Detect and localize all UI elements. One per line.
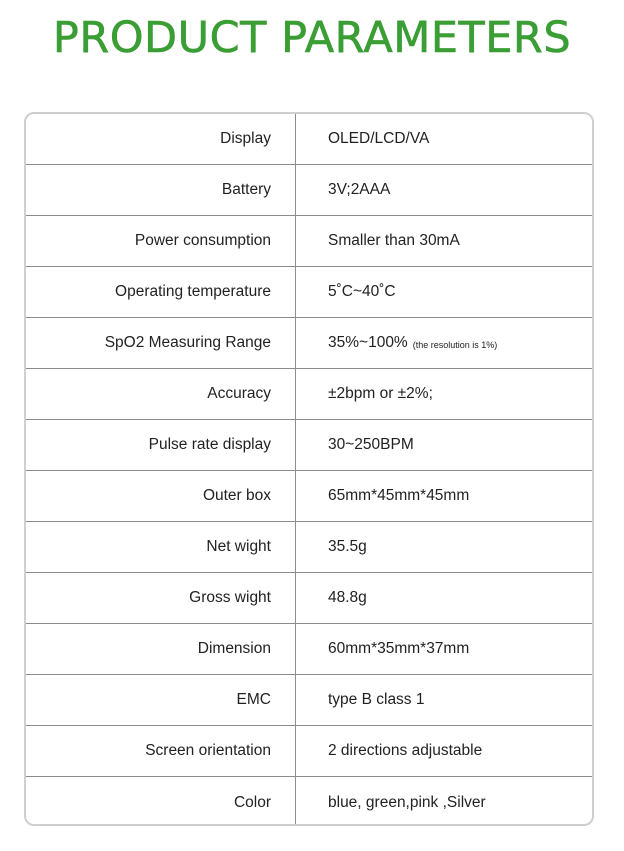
row-value xyxy=(296,318,592,368)
row-value xyxy=(296,726,592,776)
row-label: SpO2 Measuring Range xyxy=(26,318,296,368)
row-label: Dimension xyxy=(26,624,296,674)
table-row xyxy=(26,522,592,573)
row-label: Pulse rate display xyxy=(26,420,296,470)
table-row xyxy=(26,318,592,369)
value-text: ±2bpm or ±2%; xyxy=(328,385,433,402)
value-text: 65mm*45mm*45mm xyxy=(328,487,470,504)
value-text: 60mm*35mm*37mm xyxy=(328,640,470,657)
value-text: 3V;2AAA xyxy=(328,181,391,198)
table-row xyxy=(26,369,592,420)
row-value xyxy=(296,777,592,826)
row-value xyxy=(296,267,592,317)
value-text: OLED/LCD/VA xyxy=(328,130,430,147)
row-value xyxy=(296,624,592,674)
row-value xyxy=(296,114,592,164)
table-row xyxy=(26,471,592,522)
value-text: 35%~100% xyxy=(328,334,408,351)
table-row xyxy=(26,267,592,318)
value-text: 5˚C~40˚C xyxy=(328,283,396,300)
table-row xyxy=(26,573,592,624)
row-label: Battery xyxy=(26,165,296,215)
row-label: Power consumption xyxy=(26,216,296,266)
value-text: 30~250BPM xyxy=(328,436,414,453)
row-label: Screen orientation xyxy=(26,726,296,776)
row-label: Net wight xyxy=(26,522,296,572)
row-value xyxy=(296,675,592,725)
value-text: Smaller than 30mA xyxy=(328,232,460,249)
row-label: EMC xyxy=(26,675,296,725)
value-text: 35.5g xyxy=(328,538,367,555)
table-row xyxy=(26,726,592,777)
table-row xyxy=(26,420,592,471)
parameters-table xyxy=(24,112,594,826)
row-value xyxy=(296,369,592,419)
value-text: type B class 1 xyxy=(328,691,425,708)
table-row xyxy=(26,624,592,675)
value-text: blue, green,pink ,Silver xyxy=(328,793,486,811)
row-label: Color xyxy=(26,777,296,826)
table-row xyxy=(26,675,592,726)
row-value xyxy=(296,522,592,572)
row-value xyxy=(296,165,592,215)
row-label: Display xyxy=(26,114,296,164)
row-value xyxy=(296,420,592,470)
value-note: (the resolution is 1%) xyxy=(412,340,498,350)
row-value xyxy=(296,573,592,623)
row-label: Gross wight xyxy=(26,573,296,623)
page-title: PRODUCT PARAMETERS xyxy=(52,13,572,63)
row-value xyxy=(296,471,592,521)
row-label: Accuracy xyxy=(26,369,296,419)
row-label: Outer box xyxy=(26,471,296,521)
row-value xyxy=(296,216,592,266)
row-label: Operating temperature xyxy=(26,267,296,317)
table-row xyxy=(26,777,592,826)
value-text: 48.8g xyxy=(328,589,367,606)
table-row xyxy=(26,165,592,216)
table-row xyxy=(26,216,592,267)
table-row xyxy=(26,114,592,165)
value-text: 2 directions adjustable xyxy=(328,742,483,759)
